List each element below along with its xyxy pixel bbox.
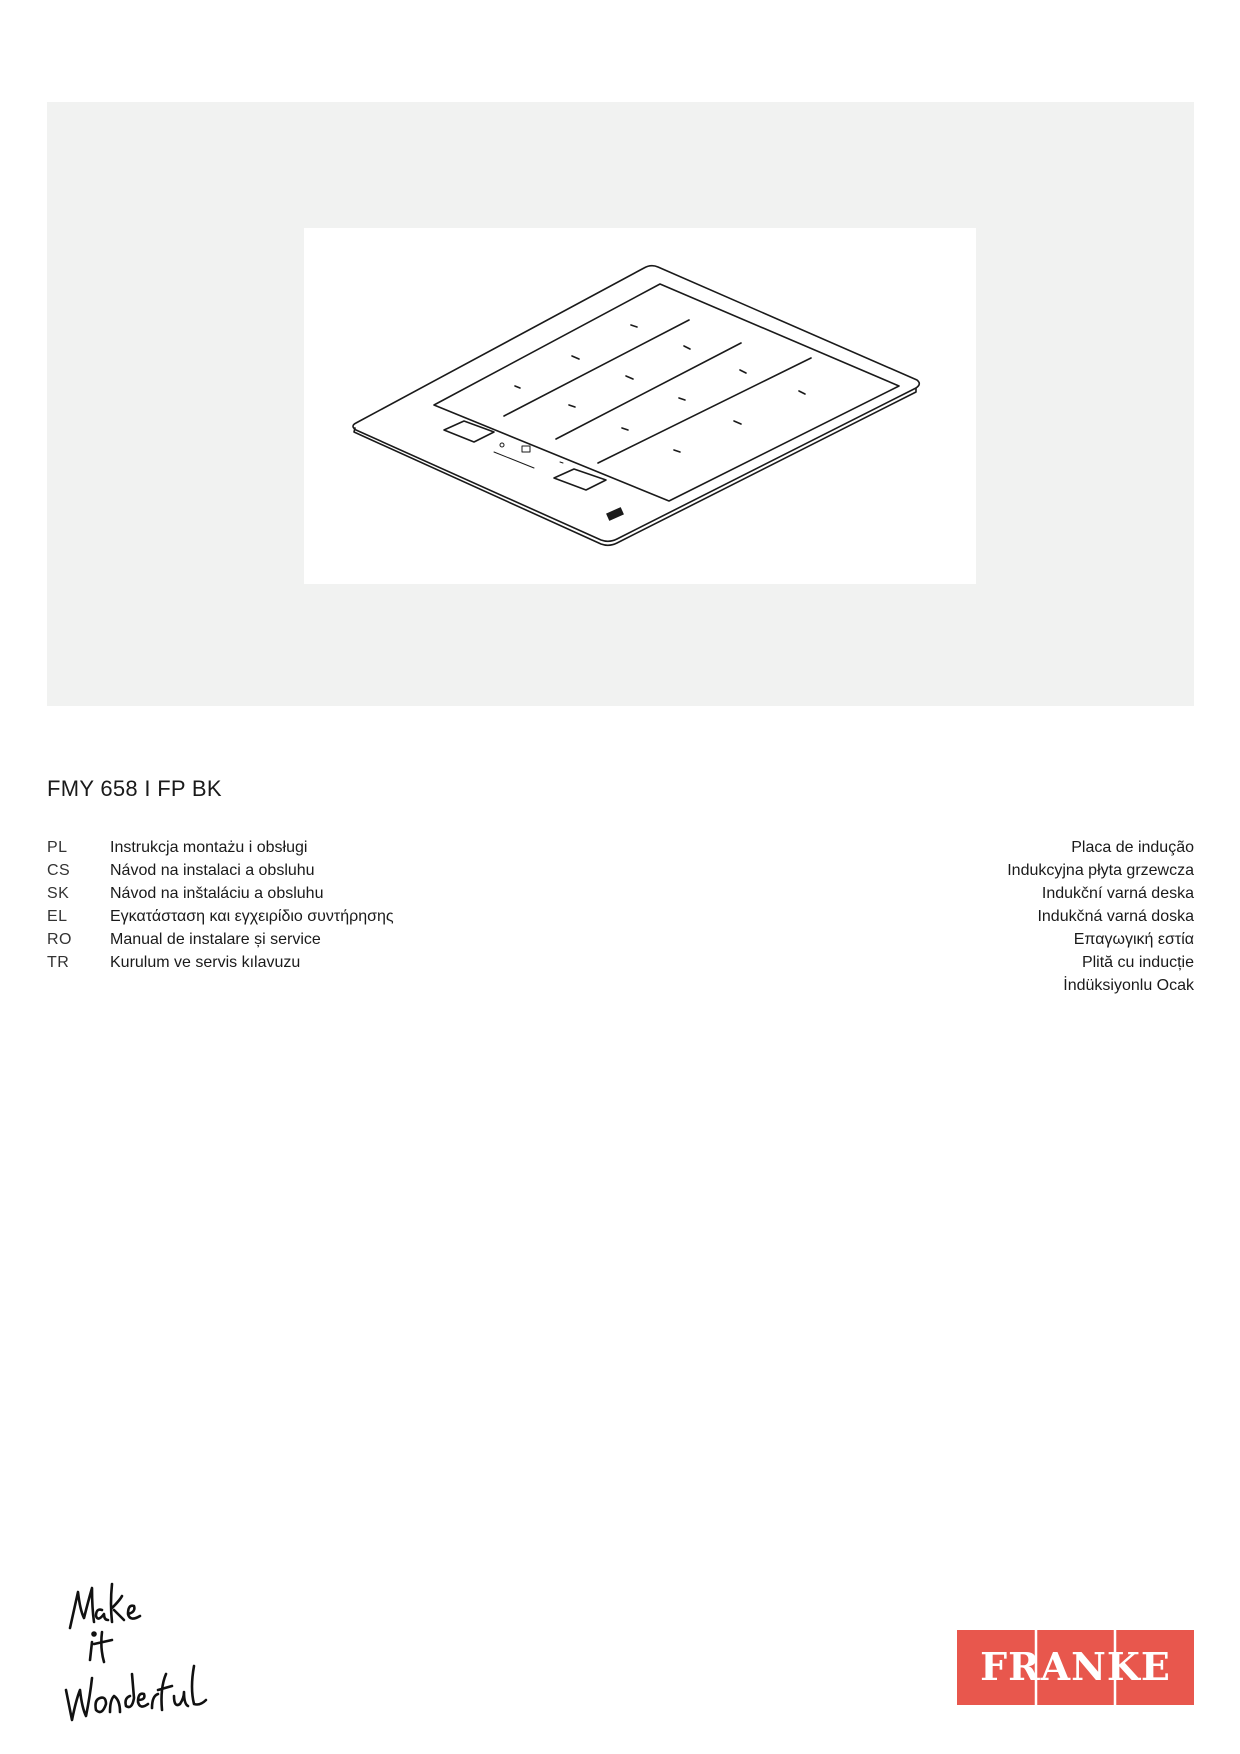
language-row-tr [47,951,447,974]
language-row-sk [47,882,447,905]
brand-name: FRANKE [980,1644,1171,1689]
product-name: Indukční varná deska [1041,885,1194,902]
product-name: Plită cu inducție [1081,954,1194,971]
language-code: EL [47,907,68,925]
language-title: Návod na inštaláciu a obsluhu [110,884,324,902]
signature-graphic [62,1570,222,1730]
language-row-el [47,905,447,928]
language-row-ro [47,928,447,951]
signature-make-it-wonderful [62,1570,222,1730]
product-name: Indukcyjna płyta grzewcza [1007,862,1194,879]
language-code: TR [47,953,70,971]
product-name: Placa de indução [1071,839,1194,856]
model-title: FMY 658 I FP BK [47,776,222,801]
language-code: SK [47,884,70,902]
language-title: Εγκατάσταση και εγχειρίδιο συντήρησης [110,907,394,925]
language-code: PL [47,838,68,856]
language-row-pl [47,836,447,859]
induction-hob-illustration [304,228,976,584]
language-title: Kurulum ve servis kılavuzu [110,953,301,971]
hero-card [304,228,976,584]
language-title: Návod na instalaci a obsluhu [110,861,315,879]
language-code: CS [47,861,71,879]
product-name: Indukčná varná doska [1037,908,1194,925]
language-code: RO [47,930,72,948]
franke-logo [957,1630,1194,1705]
franke-logo-graphic [957,1630,1194,1705]
product-name: İndüksiyonlu Ocak [1063,977,1194,994]
product-name: Επαγωγική εστία [1073,931,1194,948]
hero-panel [47,102,1194,706]
language-title: Manual de instalare și service [110,930,321,948]
language-title: Instrukcja montażu i obsługi [110,838,308,856]
product-name-list [774,836,1194,997]
language-row-cs [47,859,447,882]
language-list [47,836,447,974]
